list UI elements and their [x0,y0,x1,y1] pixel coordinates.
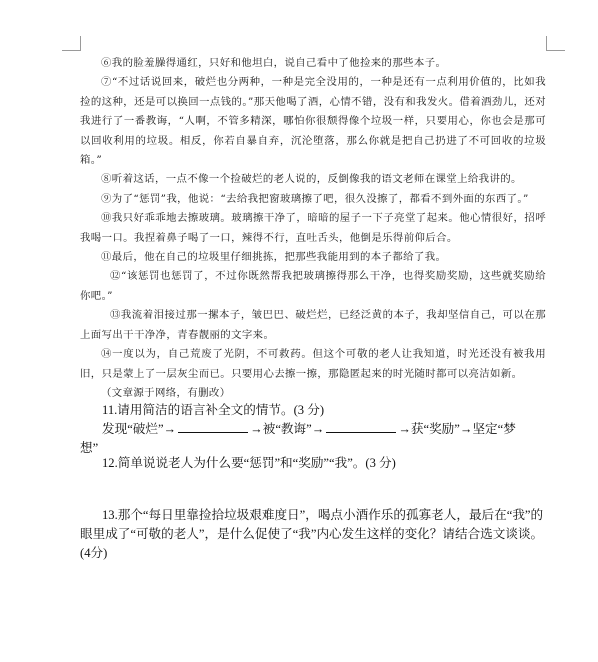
question-12 [80,454,550,473]
crop-mark-top-left [62,36,81,51]
question-11-chain-end: 想” [80,441,99,455]
paragraph-10: ⑩我只好乖乖地去擦玻璃。玻璃擦干净了，暗暗的屋子一下子亮堂了起来。他心情很好，招呼我喝一口。我捏着鼻子喝了一口，辣得不行，直吐舌头，他倒是乐得前仰后合。 [80,212,546,244]
answer-blank-1[interactable] [178,420,248,433]
question-11-chain [80,420,550,439]
crop-mark-top-right [546,36,565,51]
paragraph-8: ⑧听着这话，一点不像一个捡破烂的老人说的，反倒像我的语文老师在课堂上给我讲的。 [101,173,522,186]
question-13 [80,506,550,563]
chain-part-3: →获“奖励”→坚定“梦 [398,422,516,436]
chain-part-1: 发现“破烂”→ [102,422,177,436]
answer-blank-2[interactable] [326,420,396,433]
paragraph-7: ⑦“不过话说回来，破烂也分两种，一种是完全没用的，一种是还有一点利用价值的，比如我捡的这种，还是可以换回一点钱的。”那天他喝了酒，心情不错，没有和我发火。借着酒劲儿，还对我进行了一番教诲，“人啊，不管多精深，哪怕你很颓得像个垃圾一样，只要用心，你也会是那可以回收利用的垃圾。相反，你若自暴自弃，沉沦堕落，那么你就是把自己扔进了不可回收的垃圾箱。” [80,76,546,167]
paragraph-14: ⑭一度以为，自己荒废了光阴，不可救药。但这个可敬的老人让我知道，时光还没有被我用旧，只是蒙上了一层灰尘而已。只要用心去擦一擦，那隐匿起来的时光随时都可以亮洁如新。 [80,348,546,380]
question-12-text: 12.简单说说老人为什么要“惩罚”和“奖励”“我”。(3 分) [102,456,396,470]
source-note: （文章源于网络，有删改） [101,386,231,399]
question-11 [80,401,550,458]
paragraph-12: ⑫“该惩罚也惩罚了，不过你既然帮我把玻璃擦得那么干净，也得奖励奖励，这些就奖励给你吧。” [80,270,546,302]
paragraph-6: ⑥我的脸羞臊得通红，只好和他坦白，说自己看中了他捡来的那些本子。 [101,57,447,69]
question-13-text: 13.那个“每日里靠捡拾垃圾艰难度日”，喝点小酒作乐的孤寡老人，最后在“我”的眼里成了“可敬的老人”，是什么促使了“我”内心发生这样的变化？请结合选文谈谈。(4分) [80,508,544,560]
chain-part-2: →被“教诲”→ [250,422,325,436]
paragraph-11: ⑪最后，他在自己的垃圾里仔细挑拣，把那些我能用到的本子都给了我。 [101,251,447,264]
paragraph-9: ⑨为了“惩罚”我，他说：“去给我把窗玻璃擦了吧，很久没擦了，都看不到外面的东西了。” [101,192,529,205]
article-body [80,54,546,403]
question-11-title: 11.请用简洁的语言补全文的情节。(3 分) [102,403,325,417]
paragraph-13: ⑬我流着泪接过那一摞本子，皱巴巴、破烂烂，已经泛黄的本子，我却坚信自己，可以在那上面写出干干净净，青春靓丽的文字来。 [80,309,546,341]
